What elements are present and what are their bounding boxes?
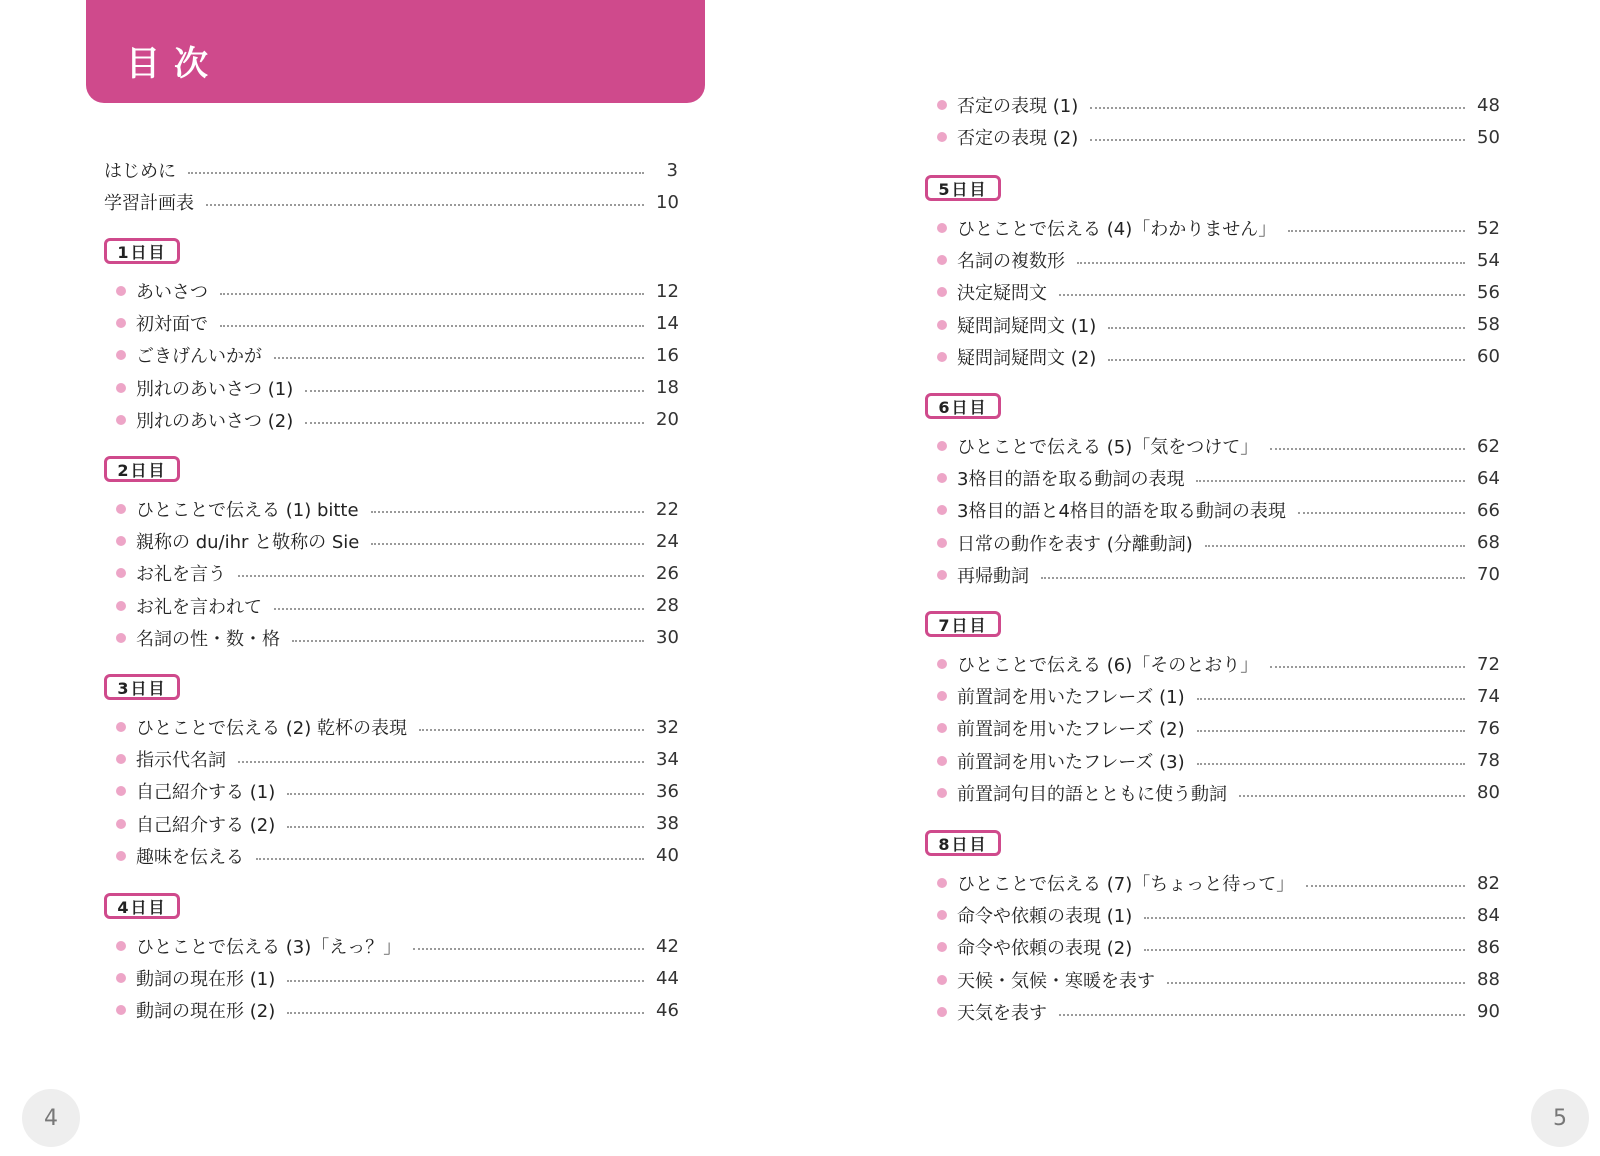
- toc-entry-page: 78: [1477, 750, 1500, 772]
- toc-entry[interactable]: [937, 246, 1499, 274]
- dot-leader: [1077, 262, 1465, 264]
- bullet-dot-icon: [937, 223, 947, 233]
- toc-entry[interactable]: [937, 561, 1499, 589]
- bullet-dot-icon: [116, 568, 126, 578]
- toc-entry[interactable]: [937, 343, 1499, 371]
- dot-leader: [1197, 730, 1465, 732]
- toc-entry-page: 3: [666, 159, 678, 181]
- toc-entry[interactable]: [937, 933, 1499, 961]
- dot-leader: [274, 608, 644, 610]
- dot-leader: [292, 640, 644, 642]
- toc-entry-page: 56: [1477, 281, 1500, 303]
- toc-entry-page: 20: [656, 409, 679, 431]
- page-title: 目次: [126, 44, 222, 84]
- toc-entry[interactable]: [116, 745, 678, 773]
- toc-entry[interactable]: [937, 714, 1499, 742]
- toc-entry-label: はじめに: [104, 161, 176, 182]
- toc-entry-label: 学習計画表: [104, 193, 194, 215]
- toc-entry[interactable]: [116, 996, 678, 1024]
- toc-entry-page: 42: [656, 935, 679, 957]
- toc-entry-page: 86: [1477, 936, 1500, 958]
- day-badge: 5日目: [925, 175, 1001, 201]
- dot-leader: [1059, 294, 1465, 296]
- toc-entry-label: 別れのあいさつ (2): [136, 410, 294, 432]
- toc-entry-label: 疑問詞疑問文 (1): [957, 315, 1097, 337]
- toc-entry[interactable]: [116, 309, 678, 337]
- toc-entry[interactable]: [116, 406, 678, 434]
- toc-entry[interactable]: [116, 559, 678, 587]
- toc-entry-label: 指示代名詞: [136, 750, 226, 772]
- toc-entry-page: 46: [656, 999, 679, 1021]
- toc-entry-page: 84: [1477, 904, 1500, 926]
- dot-leader: [305, 422, 644, 424]
- toc-entry-page: 80: [1477, 782, 1500, 804]
- toc-entry-page: 64: [1477, 467, 1500, 489]
- toc-entry-label: 命令や依頼の表現 (2): [957, 938, 1133, 960]
- toc-entry[interactable]: [937, 747, 1499, 775]
- toc-entry-label: 前置詞を用いたフレーズ (1): [957, 687, 1185, 709]
- bullet-dot-icon: [937, 756, 947, 766]
- day-badge: 2日目: [104, 456, 180, 482]
- toc-entry[interactable]: [104, 156, 678, 184]
- toc-entry-label: ひとことで伝える (2) 乾杯の表現: [136, 718, 407, 739]
- toc-entry-label: ひとことで伝える (5)「気をつけて」: [957, 437, 1259, 458]
- toc-entry-label: 別れのあいさつ (1): [136, 378, 294, 400]
- toc-entry-label: 否定の表現 (2): [957, 128, 1079, 150]
- dot-leader: [206, 204, 644, 206]
- dot-leader: [1205, 545, 1465, 547]
- bullet-dot-icon: [937, 287, 947, 297]
- toc-entry-label: ひとことで伝える (6)「そのとおり」: [957, 655, 1259, 676]
- day-badge: 3日目: [104, 674, 180, 700]
- dot-leader: [1108, 327, 1465, 329]
- bullet-dot-icon: [937, 878, 947, 888]
- bullet-dot-icon: [937, 352, 947, 362]
- bullet-dot-icon: [116, 973, 126, 983]
- toc-entry-page: 68: [1477, 532, 1500, 554]
- toc-entry[interactable]: [116, 810, 678, 838]
- bullet-dot-icon: [937, 255, 947, 265]
- bullet-dot-icon: [937, 570, 947, 580]
- toc-entry-label: 3格目的語を取る動詞の表現: [957, 469, 1185, 491]
- bullet-dot-icon: [937, 132, 947, 142]
- bullet-dot-icon: [116, 383, 126, 393]
- toc-entry-label: 3格目的語と4格目的語を取る動詞の表現: [957, 501, 1286, 523]
- toc-entry[interactable]: [937, 998, 1499, 1026]
- bullet-dot-icon: [937, 100, 947, 110]
- toc-entry[interactable]: [937, 278, 1499, 306]
- page-number-right: 5: [1531, 1089, 1589, 1147]
- dot-leader: [413, 948, 644, 950]
- toc-entry-page: 52: [1477, 217, 1500, 239]
- toc-entry-label: 再帰動詞: [957, 565, 1029, 587]
- bullet-dot-icon: [937, 723, 947, 733]
- toc-entry[interactable]: [116, 592, 678, 620]
- dot-leader: [274, 357, 644, 359]
- bullet-dot-icon: [116, 350, 126, 360]
- toc-entry-page: 74: [1477, 685, 1500, 707]
- toc-entry[interactable]: [116, 495, 678, 523]
- toc-entry-page: 54: [1477, 249, 1500, 271]
- bullet-dot-icon: [937, 910, 947, 920]
- dot-leader: [238, 575, 644, 577]
- toc-entry[interactable]: [937, 496, 1499, 524]
- day-badge: 4日目: [104, 893, 180, 919]
- bullet-dot-icon: [116, 415, 126, 425]
- dot-leader: [287, 793, 644, 795]
- toc-entry[interactable]: [116, 277, 678, 305]
- dot-leader: [1196, 480, 1465, 482]
- toc-entry[interactable]: [116, 964, 678, 992]
- day-badge: 7日目: [925, 611, 1001, 637]
- toc-entry-page: 32: [656, 716, 679, 738]
- toc-entry[interactable]: [116, 777, 678, 805]
- dot-leader: [1090, 107, 1465, 109]
- toc-entry[interactable]: [937, 432, 1499, 460]
- bullet-dot-icon: [937, 538, 947, 548]
- toc-entry-page: 14: [656, 312, 679, 334]
- dot-leader: [305, 390, 644, 392]
- day-badge: 6日目: [925, 393, 1001, 419]
- toc-entry-label: 命令や依頼の表現 (1): [957, 906, 1133, 928]
- toc-entry-label: お礼を言われて: [136, 596, 262, 618]
- toc-entry-page: 16: [656, 344, 679, 366]
- toc-entry-page: 40: [656, 845, 679, 867]
- toc-entry-label: 天気を表す: [957, 1002, 1047, 1024]
- toc-entry-label: ひとことで伝える (1) bitte: [136, 500, 359, 521]
- toc-entry[interactable]: [937, 869, 1499, 897]
- bullet-dot-icon: [116, 504, 126, 514]
- toc-entry-page: 22: [656, 498, 679, 520]
- toc-entry-page: 62: [1477, 435, 1500, 457]
- toc-entry-page: 50: [1477, 126, 1500, 148]
- toc-entry-page: 24: [656, 530, 679, 552]
- toc-entry[interactable]: [116, 713, 678, 741]
- toc-entry-page: 18: [656, 377, 679, 399]
- toc-entry-label: お礼を言う: [136, 564, 226, 586]
- bullet-dot-icon: [116, 819, 126, 829]
- dot-leader: [1270, 666, 1465, 668]
- toc-entry[interactable]: [937, 529, 1499, 557]
- bullet-dot-icon: [116, 754, 126, 764]
- toc-entry-page: 28: [656, 595, 679, 617]
- toc-entry-label: 否定の表現 (1): [957, 96, 1079, 117]
- dot-leader: [287, 1012, 644, 1014]
- bullet-dot-icon: [937, 975, 947, 985]
- toc-entry-label: ひとことで伝える (4)「わかりません」: [957, 219, 1277, 240]
- toc-entry-page: 48: [1477, 94, 1500, 116]
- toc-entry-label: 前置詞を用いたフレーズ (2): [957, 719, 1185, 741]
- toc-entry-page: 30: [656, 627, 679, 649]
- bullet-dot-icon: [116, 536, 126, 546]
- bullet-dot-icon: [116, 722, 126, 732]
- dot-leader: [238, 761, 644, 763]
- dot-leader: [287, 980, 644, 982]
- dot-leader: [1239, 795, 1465, 797]
- toc-entry-label: ひとことで伝える (7)「ちょっと待って」: [957, 874, 1295, 895]
- toc-entry[interactable]: [116, 842, 678, 870]
- toc-entry-label: 決定疑問文: [957, 283, 1047, 305]
- dot-leader: [1167, 982, 1465, 984]
- dot-leader: [1059, 1014, 1465, 1016]
- dot-leader: [1270, 448, 1465, 450]
- dot-leader: [287, 826, 644, 828]
- dot-leader: [256, 858, 644, 860]
- toc-entry[interactable]: [104, 188, 678, 216]
- toc-entry-page: 12: [656, 280, 679, 302]
- day-badge: 1日目: [104, 238, 180, 264]
- toc-entry-label: 名詞の性・数・格: [136, 628, 280, 650]
- toc-entry[interactable]: [116, 374, 678, 402]
- toc-entry-label: 自己紹介する (2): [136, 814, 276, 836]
- bullet-dot-icon: [116, 851, 126, 861]
- bullet-dot-icon: [937, 320, 947, 330]
- bullet-dot-icon: [937, 505, 947, 515]
- dot-leader: [1197, 763, 1465, 765]
- toc-entry-page: 88: [1477, 969, 1500, 991]
- toc-entry-label: 疑問詞疑問文 (2): [957, 347, 1097, 369]
- bullet-dot-icon: [116, 286, 126, 296]
- toc-entry[interactable]: [937, 311, 1499, 339]
- toc-entry[interactable]: [937, 123, 1499, 151]
- toc-entry-page: 36: [656, 780, 679, 802]
- dot-leader: [220, 325, 644, 327]
- toc-entry-page: 60: [1477, 346, 1500, 368]
- toc-entry[interactable]: [116, 932, 678, 960]
- bullet-dot-icon: [116, 633, 126, 643]
- toc-entry-page: 34: [656, 748, 679, 770]
- bullet-dot-icon: [937, 942, 947, 952]
- toc-entry-label: 初対面で: [136, 314, 208, 336]
- toc-entry-label: 前置詞を用いたフレーズ (3): [957, 751, 1185, 773]
- toc-entry-label: 動詞の現在形 (1): [136, 969, 276, 991]
- toc-entry-label: 日常の動作を表す (分離動詞): [957, 533, 1193, 555]
- dot-leader: [1306, 885, 1465, 887]
- bullet-dot-icon: [937, 691, 947, 701]
- bullet-dot-icon: [937, 788, 947, 798]
- toc-entry-page: 90: [1477, 1001, 1500, 1023]
- toc-entry-label: ごきげんいかが: [136, 346, 262, 368]
- toc-entry-label: 天候・気候・寒暖を表す: [957, 970, 1155, 992]
- bullet-dot-icon: [937, 1007, 947, 1017]
- toc-entry-page: 10: [656, 191, 679, 213]
- toc-entry-page: 44: [656, 967, 679, 989]
- toc-entry-page: 72: [1477, 653, 1500, 675]
- toc-entry[interactable]: [937, 650, 1499, 678]
- dot-leader: [1041, 577, 1465, 579]
- dot-leader: [1197, 698, 1465, 700]
- dot-leader: [1298, 512, 1465, 514]
- toc-entry[interactable]: [937, 682, 1499, 710]
- toc-entry[interactable]: [116, 624, 678, 652]
- toc-entry[interactable]: [937, 779, 1499, 807]
- toc-entry-label: あいさつ: [136, 282, 208, 303]
- toc-entry-label: 自己紹介する (1): [136, 782, 276, 804]
- bullet-dot-icon: [937, 659, 947, 669]
- toc-entry-page: 82: [1477, 872, 1500, 894]
- dot-leader: [419, 729, 644, 731]
- toc-entry-page: 76: [1477, 717, 1500, 739]
- bullet-dot-icon: [937, 473, 947, 483]
- bullet-dot-icon: [116, 1005, 126, 1015]
- dot-leader: [371, 511, 644, 513]
- left-toc-column: [104, 0, 678, 1050]
- bullet-dot-icon: [116, 786, 126, 796]
- dot-leader: [371, 543, 644, 545]
- dot-leader: [1288, 230, 1465, 232]
- dot-leader: [1144, 917, 1465, 919]
- toc-entry[interactable]: [937, 91, 1499, 119]
- toc-entry-page: 66: [1477, 499, 1500, 521]
- dot-leader: [1108, 359, 1465, 361]
- toc-entry[interactable]: [937, 464, 1499, 492]
- toc-entry-page: 26: [656, 562, 679, 584]
- right-toc-column: [925, 0, 1499, 1050]
- toc-entry[interactable]: [937, 901, 1499, 929]
- bullet-dot-icon: [116, 941, 126, 951]
- toc-entry-page: 58: [1477, 314, 1500, 336]
- toc-entry-page: 38: [656, 813, 679, 835]
- toc-entry[interactable]: [116, 527, 678, 555]
- page-number-left: 4: [22, 1089, 80, 1147]
- dot-leader: [220, 293, 644, 295]
- toc-entry[interactable]: [937, 966, 1499, 994]
- toc-entry-page: 70: [1477, 564, 1500, 586]
- day-badge: 8日目: [925, 830, 1001, 856]
- dot-leader: [1144, 949, 1465, 951]
- toc-entry-label: 親称の du/ihr と敬称の Sie: [136, 532, 360, 554]
- dot-leader: [188, 172, 644, 174]
- toc-entry[interactable]: [937, 214, 1499, 242]
- dot-leader: [1090, 139, 1465, 141]
- bullet-dot-icon: [116, 601, 126, 611]
- toc-entry-label: 前置詞句目的語とともに使う動詞: [957, 783, 1227, 805]
- toc-entry-label: 動詞の現在形 (2): [136, 1001, 276, 1023]
- bullet-dot-icon: [937, 441, 947, 451]
- toc-entry-label: 名詞の複数形: [957, 251, 1065, 273]
- toc-entry-label: ひとことで伝える (3)「えっ？」: [136, 937, 402, 958]
- toc-entry[interactable]: [116, 341, 678, 369]
- toc-entry-label: 趣味を伝える: [136, 846, 244, 868]
- bullet-dot-icon: [116, 318, 126, 328]
